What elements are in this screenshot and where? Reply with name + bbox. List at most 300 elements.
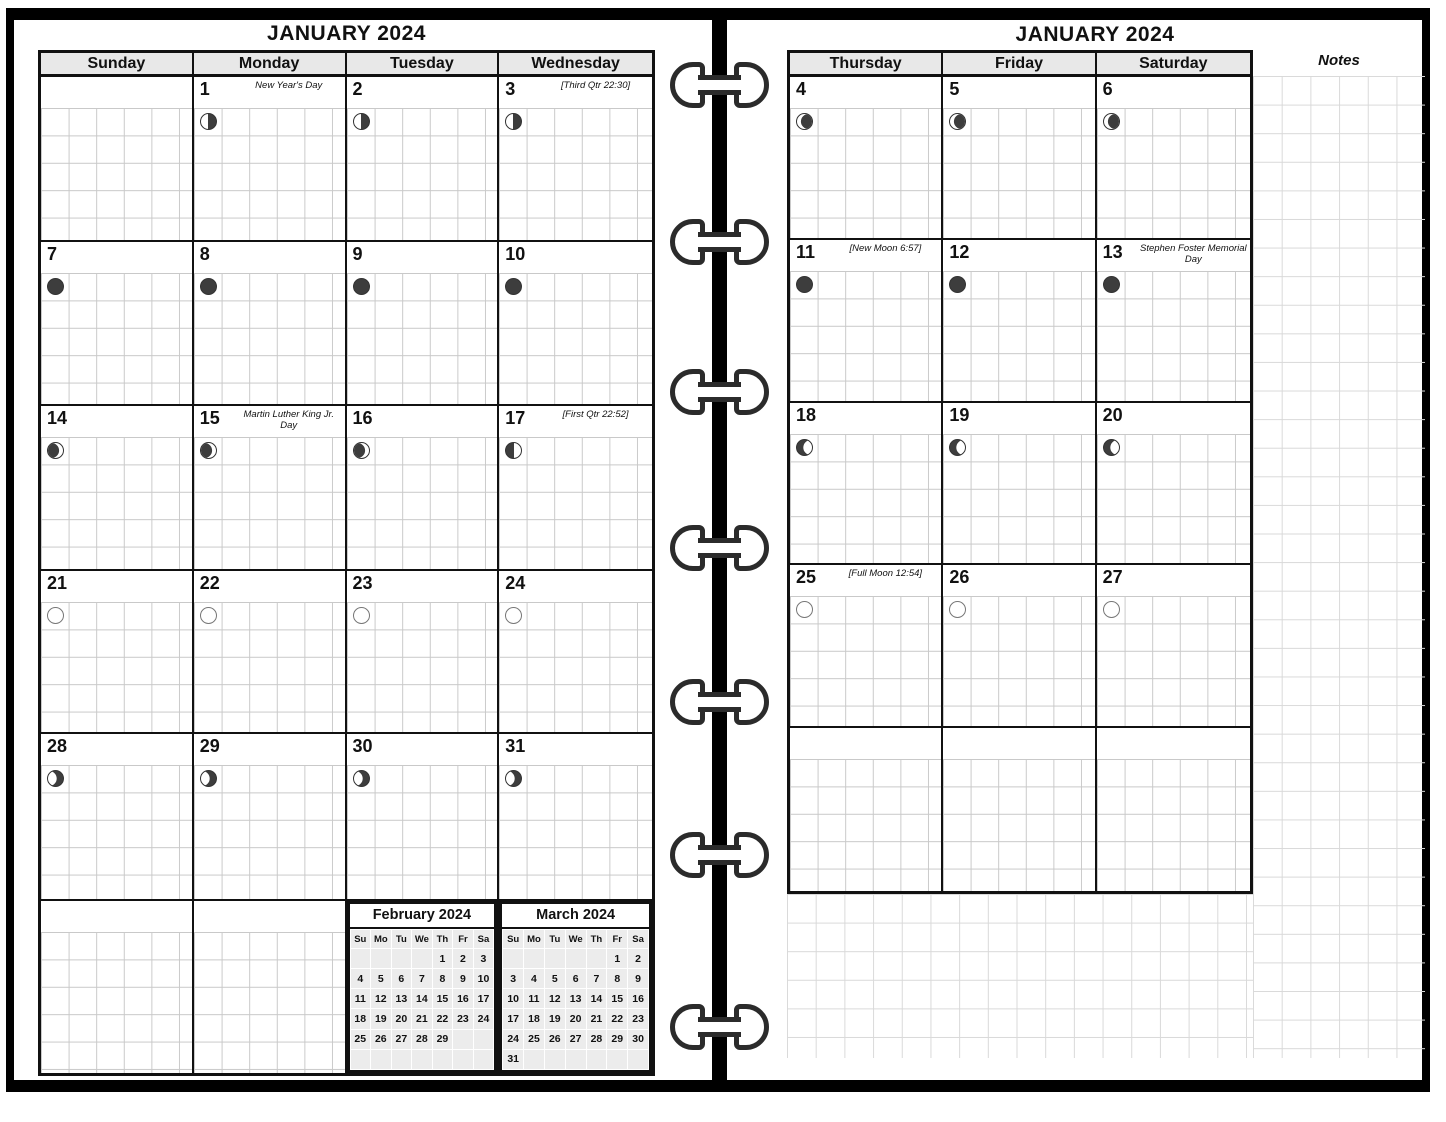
day-note: Martin Luther King Jr. Day	[243, 409, 334, 431]
writing-grid	[194, 437, 345, 569]
day-cell-13	[1097, 240, 1250, 403]
mini-date-empty	[412, 949, 432, 968]
day-cell-29	[194, 734, 347, 901]
mini-calendar-grid	[350, 929, 495, 1070]
date-band	[41, 77, 192, 108]
mini-date-empty	[474, 1050, 494, 1069]
date-number: 9	[352, 244, 363, 264]
mini-date-empty	[545, 949, 565, 968]
date-band	[499, 242, 652, 273]
mini-date-19: 19	[545, 1009, 565, 1028]
right-page-title: JANUARY 2024	[1015, 23, 1175, 46]
date-band	[943, 728, 1094, 759]
writing-grid	[41, 437, 192, 569]
day-note: New Year's Day	[255, 80, 323, 91]
mini-date-empty	[371, 1050, 391, 1069]
mini-dow-label: Mo	[524, 930, 544, 948]
moon-phase-icon-waxing-gibbous	[949, 439, 966, 456]
mini-date-empty	[412, 1050, 432, 1069]
date-band	[41, 901, 192, 932]
writing-grid	[499, 273, 652, 404]
mini-date-27: 27	[566, 1030, 586, 1049]
writing-grid	[1097, 271, 1250, 401]
day-note: [First Qtr 22:52]	[562, 409, 629, 420]
moon-phase-icon-waxing-gibbous	[796, 439, 813, 456]
writing-grid	[499, 437, 652, 569]
date-number: 21	[47, 573, 68, 593]
date-number: 3	[505, 79, 516, 99]
writing-grid	[1097, 434, 1250, 564]
date-band	[943, 240, 1094, 271]
moon-phase-icon-new	[796, 276, 813, 293]
mini-date-15: 15	[433, 989, 453, 1008]
notes-heading: Notes	[1318, 52, 1360, 69]
date-band	[194, 77, 345, 108]
mini-date-14: 14	[412, 989, 432, 1008]
mini-date-empty	[351, 949, 371, 968]
mini-date-empty	[524, 1050, 544, 1069]
day-cell-28	[41, 734, 194, 901]
date-band	[1097, 728, 1250, 759]
writing-grid	[41, 602, 192, 732]
day-cell-19	[943, 403, 1096, 566]
mini-date-23: 23	[628, 1009, 648, 1028]
mini-date-24: 24	[503, 1030, 523, 1049]
mini-date-2: 2	[453, 949, 473, 968]
left-page-title: JANUARY 2024	[267, 22, 426, 45]
date-band	[943, 403, 1094, 434]
moon-phase-icon-new	[505, 278, 522, 295]
mini-date-24: 24	[474, 1009, 494, 1028]
day-cell-11	[790, 240, 943, 403]
moon-phase-icon-waxing-crescent	[200, 442, 217, 459]
mini-calendar-grid	[502, 929, 649, 1070]
mini-date-28: 28	[587, 1030, 607, 1049]
mini-date-10: 10	[474, 969, 494, 988]
mini-date-empty	[566, 949, 586, 968]
moon-phase-icon-full	[1103, 601, 1120, 618]
mini-date-25: 25	[524, 1030, 544, 1049]
mini-date-3: 3	[503, 969, 523, 988]
mini-date-25: 25	[351, 1030, 371, 1049]
day-cell-9	[347, 242, 500, 406]
mini-date-2: 2	[628, 949, 648, 968]
date-band	[1097, 240, 1250, 271]
date-number: 22	[199, 573, 220, 593]
moon-phase-icon-last-quarter	[353, 113, 370, 130]
binder-ring-bar	[698, 382, 741, 402]
moon-phase-icon-waning-crescent	[1103, 113, 1120, 130]
moon-phase-icon-new	[1103, 276, 1120, 293]
mini-date-19: 19	[371, 1009, 391, 1028]
binder-ring	[670, 832, 769, 878]
writing-grid	[41, 932, 192, 1073]
writing-grid	[790, 434, 941, 564]
mini-date-empty	[587, 949, 607, 968]
mini-calendar-march-2024	[499, 901, 652, 1073]
date-number: 17	[505, 408, 526, 428]
mini-dow-label: Sa	[628, 930, 648, 948]
mini-date-empty	[433, 1050, 453, 1069]
date-band	[194, 734, 345, 765]
moon-phase-icon-full	[796, 601, 813, 618]
day-header-thursday: Thursday	[790, 53, 943, 77]
date-band	[499, 77, 652, 108]
moon-phase-icon-waning-gibbous	[353, 770, 370, 787]
writing-grid	[1097, 108, 1250, 238]
moon-phase-icon-new	[47, 278, 64, 295]
mini-dow-label: Mo	[371, 930, 391, 948]
mini-date-empty	[453, 1030, 473, 1049]
mini-dow-label: Tu	[545, 930, 565, 948]
writing-grid	[499, 108, 652, 240]
day-cell-empty	[790, 728, 943, 891]
date-number: 26	[949, 567, 970, 588]
date-band	[1097, 565, 1250, 596]
day-cell-24	[499, 571, 652, 734]
writing-grid	[194, 108, 345, 240]
day-cell-15	[194, 406, 347, 571]
writing-grid	[347, 437, 498, 569]
mini-date-7: 7	[587, 969, 607, 988]
mini-date-5: 5	[545, 969, 565, 988]
day-note: [Third Qtr 22:30]	[560, 80, 631, 91]
right-month-grid	[787, 50, 1253, 894]
moon-phase-icon-new	[949, 276, 966, 293]
mini-date-4: 4	[351, 969, 371, 988]
mini-date-10: 10	[503, 989, 523, 1008]
mini-date-18: 18	[351, 1009, 371, 1028]
date-band	[499, 406, 652, 437]
binder-ring	[670, 62, 769, 108]
date-band	[41, 734, 192, 765]
mini-dow-label: Su	[503, 930, 523, 948]
mini-date-15: 15	[607, 989, 627, 1008]
date-number: 25	[796, 567, 817, 588]
date-band	[499, 734, 652, 765]
date-number: 20	[1102, 404, 1123, 425]
mini-date-21: 21	[412, 1009, 432, 1028]
writing-grid	[194, 273, 345, 404]
day-cell-25	[790, 565, 943, 728]
mini-date-11: 11	[524, 989, 544, 1008]
day-cell-empty	[41, 901, 194, 1073]
date-number: 4	[796, 79, 807, 99]
mini-dow-label: We	[412, 930, 432, 948]
writing-grid	[499, 765, 652, 899]
moon-phase-icon-waning-crescent	[949, 113, 966, 130]
date-number: 2	[352, 79, 363, 99]
moon-phase-icon-new	[353, 278, 370, 295]
mini-date-13: 13	[392, 989, 412, 1008]
date-number: 15	[199, 408, 220, 428]
day-cell-31	[499, 734, 652, 901]
binder-ring-bar	[698, 75, 741, 95]
day-note: [New Moon 6:57]	[849, 242, 922, 254]
mini-date-29: 29	[607, 1030, 627, 1049]
mini-date-26: 26	[371, 1030, 391, 1049]
day-cell-23	[347, 571, 500, 734]
binder-ring-bar	[698, 232, 741, 252]
mini-dow-label: Th	[433, 930, 453, 948]
mini-dow-label: Th	[587, 930, 607, 948]
mini-calendar-cell	[347, 901, 500, 1073]
binder-ring-bar	[698, 692, 741, 712]
writing-grid	[1097, 759, 1250, 891]
date-band	[943, 565, 1094, 596]
binder-ring-bar	[698, 538, 741, 558]
day-cell-2	[347, 77, 500, 242]
mini-dow-label: We	[566, 930, 586, 948]
day-cell-4	[790, 77, 943, 240]
moon-phase-icon-last-quarter	[505, 113, 522, 130]
writing-grid	[347, 602, 498, 732]
date-number: 24	[505, 573, 526, 593]
day-cell-5	[943, 77, 1096, 240]
date-number: 23	[352, 573, 373, 593]
writing-grid	[943, 596, 1094, 726]
writing-grid	[499, 602, 652, 732]
mini-date-16: 16	[453, 989, 473, 1008]
date-band	[194, 571, 345, 602]
moon-phase-icon-full	[353, 607, 370, 624]
mini-date-empty	[628, 1050, 648, 1069]
date-band	[1097, 403, 1250, 434]
moon-phase-icon-waning-gibbous	[200, 770, 217, 787]
day-cell-empty	[1097, 728, 1250, 891]
mini-date-empty	[392, 1050, 412, 1069]
mini-date-16: 16	[628, 989, 648, 1008]
binder-ring	[670, 679, 769, 725]
date-number: 8	[199, 244, 210, 264]
mini-date-empty	[524, 949, 544, 968]
date-band	[41, 242, 192, 273]
writing-grid	[41, 765, 192, 899]
date-number: 29	[199, 736, 220, 756]
mini-calendar-cell	[499, 901, 652, 1073]
date-band	[347, 242, 498, 273]
date-band	[194, 406, 345, 437]
writing-grid	[194, 602, 345, 732]
date-band	[194, 901, 345, 932]
writing-grid	[790, 108, 941, 238]
date-number: 7	[47, 244, 58, 264]
mini-date-9: 9	[628, 969, 648, 988]
writing-grid	[790, 271, 941, 401]
mini-date-empty	[587, 1050, 607, 1069]
mini-date-12: 12	[371, 989, 391, 1008]
date-band	[41, 571, 192, 602]
mini-date-empty	[545, 1050, 565, 1069]
mini-date-21: 21	[587, 1009, 607, 1028]
date-number: 27	[1102, 567, 1123, 588]
date-number: 30	[352, 736, 373, 756]
mini-date-empty	[351, 1050, 371, 1069]
day-cell-10	[499, 242, 652, 406]
moon-phase-icon-waxing-crescent	[47, 442, 64, 459]
day-cell-14	[41, 406, 194, 571]
day-header-wednesday: Wednesday	[499, 53, 652, 77]
writing-grid	[790, 596, 941, 726]
day-header-sunday: Sunday	[41, 53, 194, 77]
date-number: 14	[47, 408, 68, 428]
mini-date-28: 28	[412, 1030, 432, 1049]
date-number: 28	[47, 736, 68, 756]
date-band	[194, 242, 345, 273]
date-band	[790, 565, 941, 596]
mini-date-27: 27	[392, 1030, 412, 1049]
date-band	[790, 728, 941, 759]
writing-grid	[194, 765, 345, 899]
date-number: 5	[949, 79, 960, 99]
mini-date-8: 8	[433, 969, 453, 988]
bottom-writing-grid	[787, 894, 1253, 1058]
day-cell-3	[499, 77, 652, 242]
binder-ring	[670, 525, 769, 571]
mini-date-empty	[566, 1050, 586, 1069]
mini-date-17: 17	[503, 1009, 523, 1028]
writing-grid	[790, 759, 941, 891]
date-band	[347, 406, 498, 437]
mini-calendar-title: February 2024	[350, 904, 495, 929]
mini-date-4: 4	[524, 969, 544, 988]
mini-calendar-february-2024	[347, 901, 498, 1073]
date-band	[790, 77, 941, 108]
mini-date-empty	[392, 949, 412, 968]
mini-date-6: 6	[392, 969, 412, 988]
moon-phase-icon-new	[200, 278, 217, 295]
mini-date-11: 11	[351, 989, 371, 1008]
mini-date-empty	[371, 949, 391, 968]
mini-date-1: 1	[607, 949, 627, 968]
day-cell-20	[1097, 403, 1250, 566]
moon-phase-icon-first-quarter	[505, 442, 522, 459]
mini-date-22: 22	[433, 1009, 453, 1028]
mini-date-26: 26	[545, 1030, 565, 1049]
mini-date-7: 7	[412, 969, 432, 988]
binder-ring	[670, 369, 769, 415]
writing-grid	[943, 434, 1094, 564]
mini-dow-label: Sa	[474, 930, 494, 948]
mini-dow-label: Tu	[392, 930, 412, 948]
mini-dow-label: Su	[351, 930, 371, 948]
mini-date-14: 14	[587, 989, 607, 1008]
date-number: 12	[949, 241, 970, 262]
writing-grid	[347, 108, 498, 240]
day-cell-16	[347, 406, 500, 571]
writing-grid	[943, 271, 1094, 401]
writing-grid	[1097, 596, 1250, 726]
date-band	[790, 403, 941, 434]
day-cell-7	[41, 242, 194, 406]
date-band	[1097, 77, 1250, 108]
day-header-tuesday: Tuesday	[347, 53, 500, 77]
moon-phase-icon-full	[505, 607, 522, 624]
date-number: 31	[505, 736, 526, 756]
date-number: 19	[949, 404, 970, 425]
mini-date-6: 6	[566, 969, 586, 988]
day-header-saturday: Saturday	[1097, 53, 1250, 77]
writing-grid	[194, 932, 345, 1073]
binder-ring-bar	[698, 845, 741, 865]
date-number: 13	[1102, 241, 1123, 262]
date-number: 6	[1102, 79, 1113, 99]
day-cell-21	[41, 571, 194, 734]
day-cell-6	[1097, 77, 1250, 240]
writing-grid	[41, 108, 192, 240]
day-cell-27	[1097, 565, 1250, 728]
mini-date-9: 9	[453, 969, 473, 988]
binder-ring	[670, 219, 769, 265]
writing-grid	[347, 765, 498, 899]
moon-phase-icon-full	[949, 601, 966, 618]
day-cell-12	[943, 240, 1096, 403]
mini-dow-label: Fr	[453, 930, 473, 948]
mini-date-5: 5	[371, 969, 391, 988]
mini-date-empty	[474, 1030, 494, 1049]
day-cell-17	[499, 406, 652, 571]
date-number: 16	[352, 408, 373, 428]
day-note: Stephen Foster Memorial Day	[1139, 242, 1247, 265]
mini-date-12: 12	[545, 989, 565, 1008]
day-cell-18	[790, 403, 943, 566]
moon-phase-icon-full	[200, 607, 217, 624]
mini-calendar-title: March 2024	[502, 904, 649, 929]
mini-date-1: 1	[433, 949, 453, 968]
date-band	[347, 734, 498, 765]
binder-ring	[670, 1004, 769, 1050]
day-cell-26	[943, 565, 1096, 728]
mini-dow-label: Fr	[607, 930, 627, 948]
mini-date-23: 23	[453, 1009, 473, 1028]
moon-phase-icon-waxing-gibbous	[1103, 439, 1120, 456]
day-cell-8	[194, 242, 347, 406]
left-month-grid	[38, 50, 655, 1076]
mini-date-18: 18	[524, 1009, 544, 1028]
mini-date-empty	[503, 949, 523, 968]
date-band	[943, 77, 1094, 108]
moon-phase-icon-waxing-crescent	[353, 442, 370, 459]
mini-date-20: 20	[392, 1009, 412, 1028]
mini-date-22: 22	[607, 1009, 627, 1028]
date-number: 18	[796, 404, 817, 425]
mini-date-8: 8	[607, 969, 627, 988]
date-band	[347, 571, 498, 602]
day-cell-1	[194, 77, 347, 242]
notes-writing-grid	[1253, 76, 1425, 1058]
moon-phase-icon-waning-gibbous	[47, 770, 64, 787]
day-cell-empty	[194, 901, 347, 1073]
date-band	[41, 406, 192, 437]
moon-phase-icon-full	[47, 607, 64, 624]
mini-date-30: 30	[628, 1030, 648, 1049]
moon-phase-icon-last-quarter	[200, 113, 217, 130]
moon-phase-icon-waning-gibbous	[505, 770, 522, 787]
mini-date-empty	[607, 1050, 627, 1069]
day-cell-empty	[943, 728, 1096, 891]
mini-date-3: 3	[474, 949, 494, 968]
day-note: [Full Moon 12:54]	[848, 568, 923, 580]
writing-grid	[943, 108, 1094, 238]
date-number: 10	[505, 244, 526, 264]
mini-date-empty	[453, 1050, 473, 1069]
writing-grid	[943, 759, 1094, 891]
writing-grid	[41, 273, 192, 404]
mini-date-31: 31	[503, 1050, 523, 1069]
date-band	[347, 77, 498, 108]
date-number: 1	[199, 79, 210, 99]
mini-date-13: 13	[566, 989, 586, 1008]
